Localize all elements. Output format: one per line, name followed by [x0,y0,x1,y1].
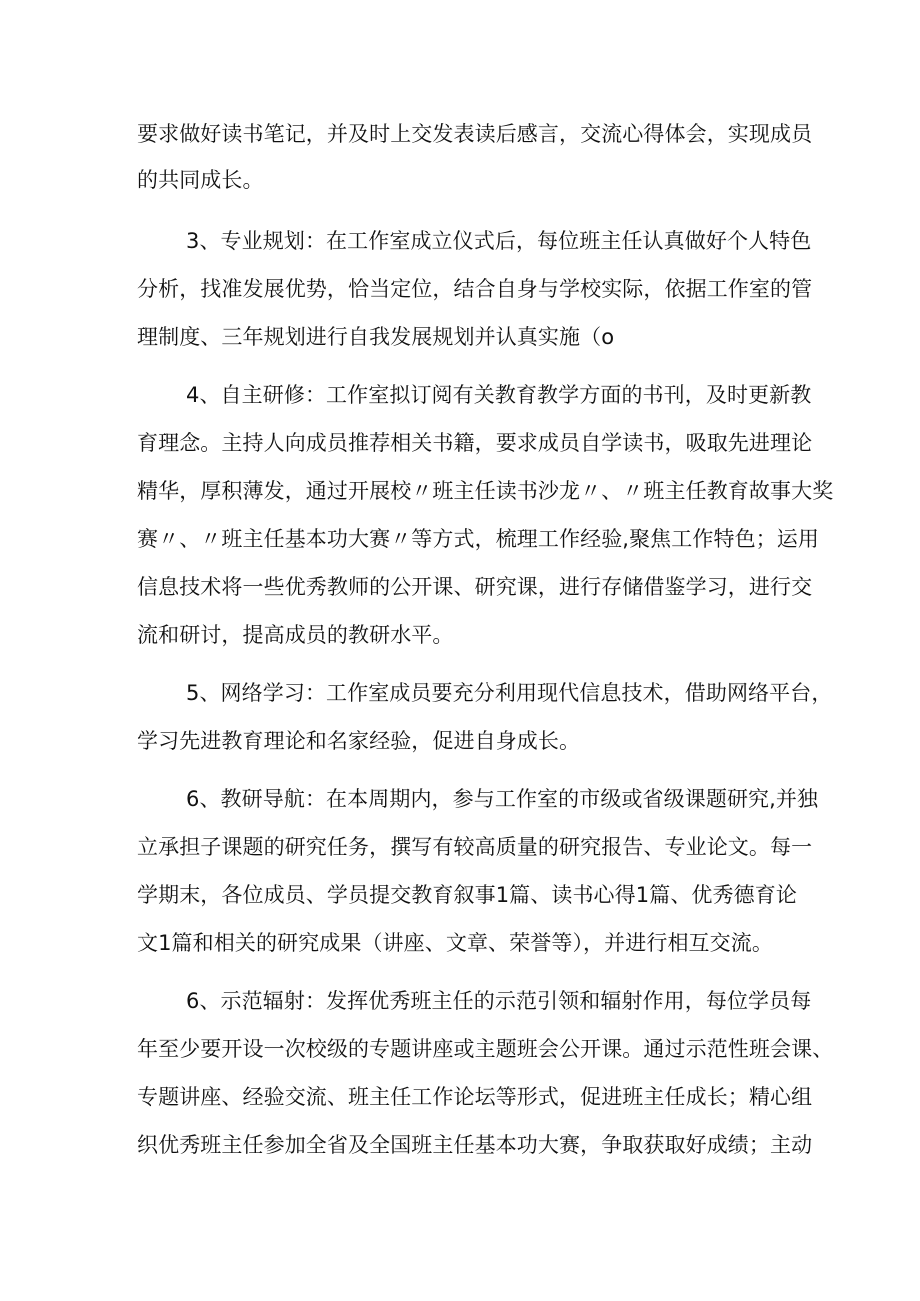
paragraph-4-start: 4、自主研修：工作室拟订阅有关教育教学方面的书刊，及时更新教 [186,383,812,407]
text-line: 育理念。主持人向成员推荐相关书籍，要求成员自学读书，吸取先进理论 [137,431,813,455]
text-line: 赛〃、〃班主任基本功大赛〃等方式，梳理工作经验,聚焦工作特色；运用 [137,527,819,551]
paragraph-6b-start: 6、示范辐射：发挥优秀班主任的示范引领和辐射作用，每位学员每 [186,989,812,1013]
text-line: 理制度、三年规划进行自我发展规划并认真实施（o [137,325,615,349]
text-line: 立承担子课题的研究任务，撰写有较高质量的研究报告、专业论文。每一 [137,835,813,859]
text-line: 专题讲座、经验交流、班主任工作论坛等形式，促进班主任成长；精心组 [137,1085,813,1109]
text-line: 要求做好读书笔记，并及时上交发表读后感言，交流心得体会，实现成员 [137,122,813,146]
paragraph-6-start: 6、教研导航：在本周期内，参与工作室的市级或省级课题研究,并独 [186,787,819,811]
text-line: 学习先进教育理论和名家经验，促进自身成长。 [137,729,581,753]
text-line: 年至少要开设一次校级的专题讲座或主题班会公开课。通过示范性班会课、 [137,1037,834,1061]
text-line: 织优秀班主任参加全省及全国班主任基本功大赛，争取获取好成绩；主动 [137,1133,813,1157]
text-line: 流和研讨，提高成员的教研水平。 [137,623,454,647]
text-line: 的共同成长。 [137,168,264,192]
text-line: 信息技术将一些优秀教师的公开课、研究课，进行存储借鉴学习，进行交 [137,575,813,599]
paragraph-5-start: 5、网络学习：工作室成员要充分利用现代信息技术，借助网络平台， [186,681,833,705]
paragraph-3-start: 3、专业规划：在工作室成立仪式后，每位班主任认真做好个人特色 [186,229,812,253]
text-line: 精华，厚积薄发，通过开展校〃班主任读书沙龙〃、〃班主任教育故事大奖 [137,479,834,503]
text-line: 分析，找准发展优势，恰当定位，结合自身与学校实际，依据工作室的管 [137,277,813,301]
text-line: 文1篇和相关的研究成果（讲座、文章、荣誉等），并进行相互交流。 [137,931,773,955]
text-line: 学期末，各位成员、学员提交教育叙事1篇、读书心得1篇、优秀德育论 [137,883,797,907]
